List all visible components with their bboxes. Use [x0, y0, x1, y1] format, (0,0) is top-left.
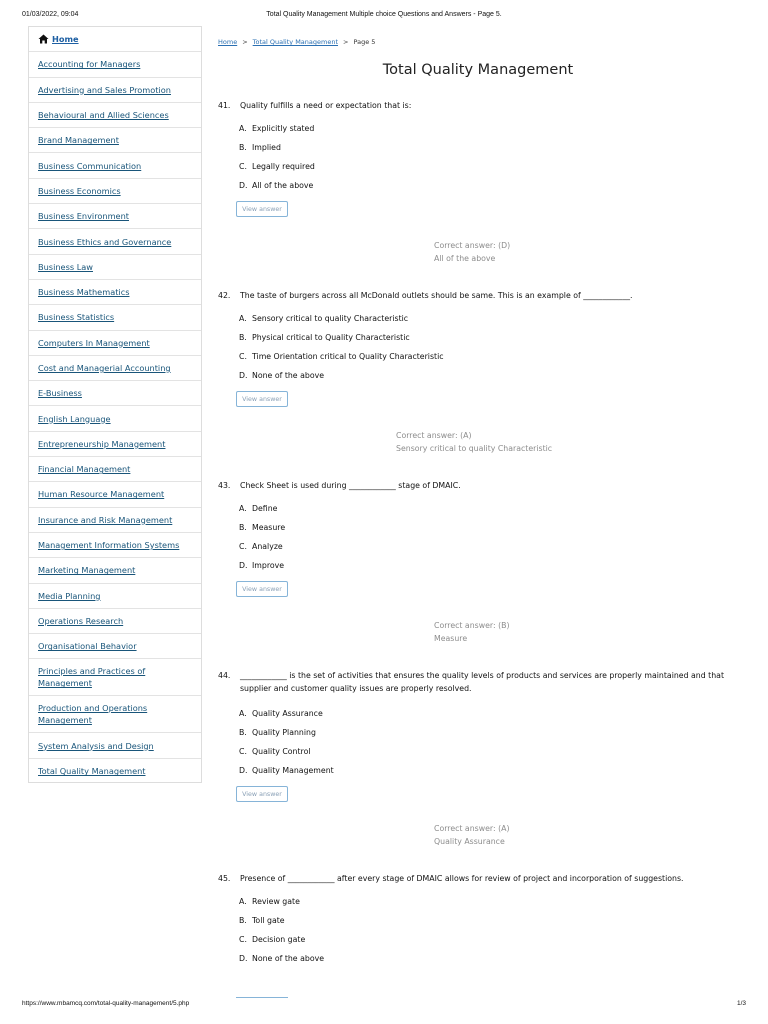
print-datetime: 01/03/2022, 09:04 [22, 11, 79, 18]
sidebar-item-label: Financial Management [38, 464, 131, 475]
question-text: The taste of burgers across all McDonald outlets should be same. This is an example of ____________. [240, 291, 633, 300]
option-letter: B. [239, 728, 247, 737]
print-doc-title: Total Quality Management Multiple choice Questions and Answers - Page 5. [266, 11, 502, 18]
option-text: Legally required [252, 162, 315, 171]
sidebar-item-label: Insurance and Risk Management [38, 514, 173, 525]
option-letter: B. [239, 916, 247, 925]
option-a[interactable] [239, 124, 738, 143]
sidebar-item-label: Advertising and Sales Promotion [38, 84, 171, 95]
option-letter: C. [239, 935, 247, 944]
home-icon [38, 34, 49, 44]
sidebar-item-label: Business Statistics [38, 312, 115, 323]
sidebar-item-label: E-Business [38, 388, 82, 399]
sidebar-item-label: Accounting for Managers [38, 59, 141, 70]
sidebar-item-behavioural[interactable] [29, 103, 201, 128]
option-letter: C. [239, 352, 247, 361]
sidebar-item-label: Marketing Management [38, 565, 136, 576]
option-list [239, 897, 738, 973]
sidebar-item-insurance[interactable] [29, 508, 201, 533]
sidebar-item-label: Business Environment [38, 211, 129, 222]
option-text: Physical critical to Quality Characteristic [252, 333, 410, 342]
sidebar-item-system-analysis[interactable] [29, 733, 201, 758]
option-letter: D. [239, 954, 248, 963]
option-text: All of the above [252, 181, 314, 190]
sidebar-item-label: Total Quality Management [38, 766, 146, 777]
sidebar-nav [28, 26, 202, 783]
correct-answer-label: Correct answer: (A) [434, 824, 510, 833]
option-letter: C. [239, 542, 247, 551]
sidebar-item-org-behavior[interactable] [29, 634, 201, 659]
question-text: Check Sheet is used during ____________ stage of DMAIC. [240, 481, 461, 490]
correct-answer [434, 620, 510, 645]
main-content [218, 36, 738, 82]
option-text: Define [252, 504, 278, 513]
sidebar-item-label: Business Communication [38, 160, 142, 171]
sidebar-item-hrm[interactable] [29, 482, 201, 507]
correct-answer [434, 823, 509, 848]
sidebar-item-economics[interactable] [29, 179, 201, 204]
sidebar-item-label: Production and Operations Management [38, 702, 148, 726]
option-d[interactable] [239, 766, 738, 785]
sidebar-item-label: Home [52, 34, 79, 45]
sidebar-item-accounting[interactable] [29, 52, 201, 77]
option-b[interactable] [239, 916, 738, 935]
sidebar-item-label: Operations Research [38, 615, 124, 626]
question-number: 41. [218, 101, 231, 110]
sidebar-item-label: Business Ethics and Governance [38, 236, 172, 247]
view-answer-button[interactable]: View answer [236, 786, 288, 802]
breadcrumb-home-link[interactable]: Home [218, 38, 238, 46]
sidebar-item-statistics[interactable] [29, 305, 201, 330]
question-text: Presence of ____________ after every stage of DMAIC allows for review of project and incorporation of suggestions. [240, 874, 684, 883]
view-answer-button[interactable]: View answer [236, 581, 288, 597]
sidebar-item-principles[interactable] [29, 659, 201, 696]
option-a[interactable] [239, 314, 738, 333]
sidebar-item-label: English Language [38, 413, 111, 424]
sidebar-item-advertising[interactable] [29, 78, 201, 103]
breadcrumb-current: Page 5 [353, 38, 376, 46]
sidebar-item-communication[interactable] [29, 153, 201, 178]
sidebar-item-environment[interactable] [29, 204, 201, 229]
question-number: 42. [218, 291, 231, 300]
sidebar-item-label: Business Economics [38, 185, 121, 196]
question-43 [218, 479, 738, 643]
option-text: Time Orientation critical to Quality Characteristic [252, 352, 444, 361]
option-text: Sensory critical to quality Characteristic [252, 314, 409, 323]
option-letter: A. [239, 504, 247, 513]
option-a[interactable] [239, 709, 738, 728]
sidebar-item-production[interactable] [29, 696, 201, 733]
option-c[interactable] [239, 747, 738, 766]
option-letter: A. [239, 124, 247, 133]
option-letter: B. [239, 523, 247, 532]
question-text: ____________ is the set of activities that ensures the quality levels of products and services are properly maintained and that supplier and customer quality issues are properly resolved. [240, 671, 725, 693]
option-text: Measure [252, 523, 286, 532]
sidebar-item-financial[interactable] [29, 457, 201, 482]
option-text: Analyze [252, 542, 283, 551]
correct-answer-text: All of the above [434, 253, 496, 263]
correct-answer-label: Correct answer: (D) [434, 241, 511, 250]
correct-answer [434, 240, 510, 265]
view-answer-button[interactable]: View answer [236, 391, 288, 407]
option-c[interactable] [239, 935, 738, 954]
correct-answer-label: Correct answer: (B) [434, 621, 510, 630]
option-list [239, 124, 738, 200]
sidebar-item-marketing[interactable] [29, 558, 201, 583]
print-header [22, 11, 746, 23]
option-text: None of the above [252, 954, 324, 963]
sidebar-item-mis[interactable] [29, 533, 201, 558]
print-url: https://www.mbamcq.com/total-quality-management/5.php [22, 1000, 190, 1007]
sidebar-item-brand[interactable] [29, 128, 201, 153]
option-b[interactable] [239, 143, 738, 162]
option-letter: A. [239, 709, 247, 718]
option-list [239, 504, 738, 580]
sidebar-item-media[interactable] [29, 584, 201, 609]
option-letter: D. [239, 181, 248, 190]
option-b[interactable] [239, 333, 738, 352]
print-footer [22, 1000, 746, 1010]
option-letter: D. [239, 371, 248, 380]
page-title: Total Quality Management [382, 62, 574, 78]
sidebar-item-computers[interactable] [29, 331, 201, 356]
sidebar-item-label: Business Mathematics [38, 287, 130, 298]
breadcrumb-section-link[interactable]: Total Quality Management [252, 38, 339, 46]
option-letter: B. [239, 333, 247, 342]
option-b[interactable] [239, 523, 738, 542]
sidebar-item-label: Organisational Behavior [38, 641, 137, 652]
sidebar-item-label: Principles and Practices of Management [38, 665, 146, 689]
option-letter: A. [239, 897, 247, 906]
option-text: Quality Management [252, 766, 334, 775]
sidebar-item-ebusiness[interactable] [29, 381, 201, 406]
correct-answer [396, 430, 552, 455]
sidebar-item-english[interactable] [29, 406, 201, 431]
option-d[interactable] [239, 561, 738, 580]
sidebar-item-entrepreneurship[interactable] [29, 432, 201, 457]
breadcrumb [218, 36, 738, 48]
option-letter: D. [239, 561, 248, 570]
option-text: Implied [252, 143, 281, 152]
sidebar-item-ethics[interactable] [29, 229, 201, 254]
correct-answer-text: Sensory critical to quality Characteristic [396, 443, 553, 453]
option-text: Quality Planning [252, 728, 316, 737]
option-text: Review gate [252, 897, 300, 906]
option-text: None of the above [252, 371, 324, 380]
question-number: 43. [218, 481, 231, 490]
option-d[interactable] [239, 181, 738, 200]
option-text: Improve [252, 561, 285, 570]
question-44 [218, 669, 738, 846]
sidebar-item-label: Human Resource Management [38, 489, 165, 500]
option-b[interactable] [239, 728, 738, 747]
sidebar-item-label: Cost and Managerial Accounting [38, 363, 171, 373]
option-a[interactable] [239, 504, 738, 523]
breadcrumb-separator: > [343, 38, 349, 46]
question-number: 45. [218, 874, 231, 883]
sidebar-item-operations-research[interactable] [29, 609, 201, 634]
sidebar-item-label: Management Information Systems [38, 540, 180, 551]
option-c[interactable] [239, 542, 738, 561]
option-text: Decision gate [252, 935, 306, 944]
sidebar-item-label: System Analysis and Design [38, 740, 154, 751]
question-42 [218, 289, 738, 453]
sidebar-item-label: Brand Management [38, 135, 119, 146]
option-d[interactable] [239, 371, 738, 390]
sidebar-item-label: Business Law [38, 261, 93, 272]
sidebar-item-law[interactable] [29, 255, 201, 280]
sidebar-item-label: Computers In Management [38, 337, 150, 348]
sidebar-item-tqm[interactable] [29, 759, 201, 784]
sidebar-item-home[interactable] [29, 27, 201, 52]
sidebar-item-label: Entrepreneurship Management [38, 438, 166, 449]
option-text: Quality Assurance [252, 709, 323, 718]
sidebar-item-mathematics[interactable] [29, 280, 201, 305]
view-answer-button[interactable]: View answer [236, 201, 288, 217]
option-text: Quality Control [252, 747, 311, 756]
option-list [239, 709, 738, 785]
option-text: Explicitly stated [252, 124, 315, 133]
option-list [239, 314, 738, 390]
option-letter: C. [239, 162, 247, 171]
sidebar-item-cost-accounting[interactable] [29, 356, 201, 381]
question-45 [218, 872, 738, 973]
option-letter: B. [239, 143, 247, 152]
question-text: Quality fulfills a need or expectation that is: [240, 101, 412, 110]
question-number: 44. [218, 671, 231, 680]
sidebar-item-label: Behavioural and Allied Sciences [38, 110, 169, 121]
correct-answer-text: Quality Assurance [434, 836, 505, 846]
print-page-number: 1/3 [736, 1000, 746, 1007]
option-d[interactable] [239, 954, 738, 973]
sidebar-item-label: Media Planning [38, 590, 101, 601]
option-letter: C. [239, 747, 247, 756]
option-c[interactable] [239, 352, 738, 371]
option-letter: A. [239, 314, 247, 323]
option-a[interactable] [239, 897, 738, 916]
question-41 [218, 99, 738, 263]
breadcrumb-separator: > [242, 38, 248, 46]
option-letter: D. [239, 766, 248, 775]
option-text: Toll gate [252, 916, 285, 925]
correct-answer-text: Measure [434, 633, 468, 643]
option-c[interactable] [239, 162, 738, 181]
correct-answer-label: Correct answer: (A) [396, 431, 472, 440]
view-answer-button-partial[interactable] [236, 997, 288, 999]
